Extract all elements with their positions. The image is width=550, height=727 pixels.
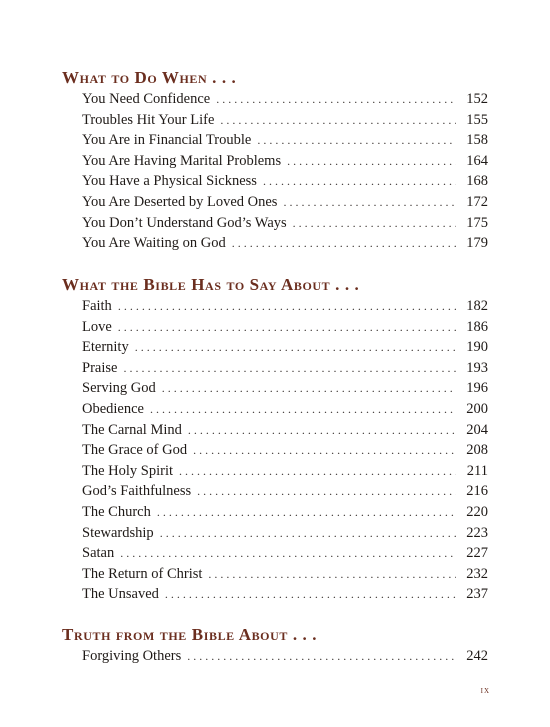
toc-entry[interactable] [82,110,488,131]
entry-list [82,296,488,605]
dot-leader [197,481,456,502]
entry-page-number: 211 [466,462,488,479]
toc-entry[interactable] [82,151,488,172]
toc-entry[interactable] [82,461,488,482]
entry-title: You Are in Financial Trouble [82,132,252,149]
toc-entry[interactable] [82,192,488,213]
toc-entry[interactable] [82,564,488,585]
dot-leader [165,584,456,605]
entry-title: You Are Having Marital Problems [82,152,282,169]
dot-leader [232,233,456,254]
dot-leader [216,89,456,110]
dot-leader [220,110,456,131]
entry-page-number: 186 [466,318,488,335]
entry-title: You Don’t Understand God’s Ways [82,214,287,231]
entry-page-number: 227 [466,545,488,562]
toc-section-truth-from-the-bible [62,624,488,667]
entry-title: You Have a Physical Sickness [82,173,257,190]
dot-leader [123,358,456,379]
entry-title: The Church [82,503,151,520]
entry-page-number: 172 [466,193,488,210]
entry-page-number: 175 [466,214,488,231]
entry-title: The Unsaved [82,586,159,603]
toc-entry[interactable] [82,358,488,379]
entry-list [82,646,488,667]
entry-title: Serving God [82,380,156,397]
entry-title: Eternity [82,339,129,356]
dot-leader [118,296,456,317]
toc-entry[interactable] [82,337,488,358]
dot-leader [157,502,456,523]
entry-page-number: 223 [466,524,488,541]
entry-title: You Are Waiting on God [82,235,226,252]
entry-title: Troubles Hit Your Life [82,111,215,128]
entry-title: You Are Deserted by Loved Ones [82,193,278,210]
entry-page-number: 220 [466,503,488,520]
toc-entry[interactable] [82,584,488,605]
dot-leader [208,564,456,585]
dot-leader [257,130,456,151]
toc-entry[interactable] [82,296,488,317]
entry-page-number: 204 [466,421,488,438]
toc-entry[interactable] [82,171,488,192]
toc-entry[interactable] [82,378,488,399]
page-folio: ix [480,685,490,696]
toc-entry[interactable] [82,420,488,441]
dot-leader [135,337,456,358]
entry-page-number: 216 [466,483,488,500]
dot-leader [187,646,456,667]
entry-title: The Carnal Mind [82,421,182,438]
entry-page-number: 168 [466,173,488,190]
toc-entry[interactable] [82,130,488,151]
entry-title: The Return of Christ [82,565,203,582]
entry-title: Faith [82,298,112,314]
entry-page-number: 242 [466,648,488,664]
toc-entry[interactable] [82,89,488,110]
toc-section-what-the-bible-says [62,274,488,605]
toc-entry[interactable] [82,502,488,523]
dot-leader [283,192,456,213]
toc-entry[interactable] [82,481,488,502]
entry-page-number: 190 [466,339,488,356]
toc-entry[interactable] [82,399,488,420]
toc-section-what-to-do-when [62,67,488,254]
dot-leader [162,378,456,399]
dot-leader [293,213,456,234]
entry-title: Obedience [82,400,144,417]
section-heading: What the Bible Has to Say About . . . [62,275,360,294]
toc-entry[interactable] [82,646,488,667]
entry-page-number: 232 [466,565,488,582]
entry-title: God’s Faithfulness [82,483,192,500]
entry-list [82,89,488,254]
entry-page-number: 237 [466,586,488,603]
entry-title: Satan [82,545,115,562]
dot-leader [263,171,456,192]
toc-entry[interactable] [82,233,488,254]
entry-title: Praise [82,359,118,376]
dot-leader [188,420,456,441]
entry-page-number: 196 [466,380,488,397]
entry-page-number: 158 [466,132,488,149]
entry-title: The Grace of God [82,442,188,459]
section-heading: What to Do When . . . [62,68,237,87]
entry-page-number: 152 [466,91,488,107]
dot-leader [160,523,456,544]
dot-leader [179,461,456,482]
entry-page-number: 179 [466,235,488,252]
dot-leader [120,543,456,564]
toc-entry[interactable] [82,440,488,461]
entry-page-number: 155 [466,111,488,128]
entry-title: The Holy Spirit [82,462,174,479]
dot-leader [193,440,456,461]
entry-title: Forgiving Others [82,648,182,664]
entry-title: Stewardship [82,524,154,541]
entry-title: You Need Confidence [82,91,211,107]
toc-entry[interactable] [82,523,488,544]
entry-title: Love [82,318,112,335]
entry-page-number: 193 [466,359,488,376]
toc-entry[interactable] [82,543,488,564]
dot-leader [118,317,456,338]
toc-entry[interactable] [82,317,488,338]
dot-leader [150,399,456,420]
entry-page-number: 164 [466,152,488,169]
entry-page-number: 208 [466,442,488,459]
entry-page-number: 200 [466,400,488,417]
section-heading: Truth from the Bible About . . . [62,625,318,644]
dot-leader [287,151,456,172]
toc-entry[interactable] [82,213,488,234]
entry-page-number: 182 [466,298,488,314]
